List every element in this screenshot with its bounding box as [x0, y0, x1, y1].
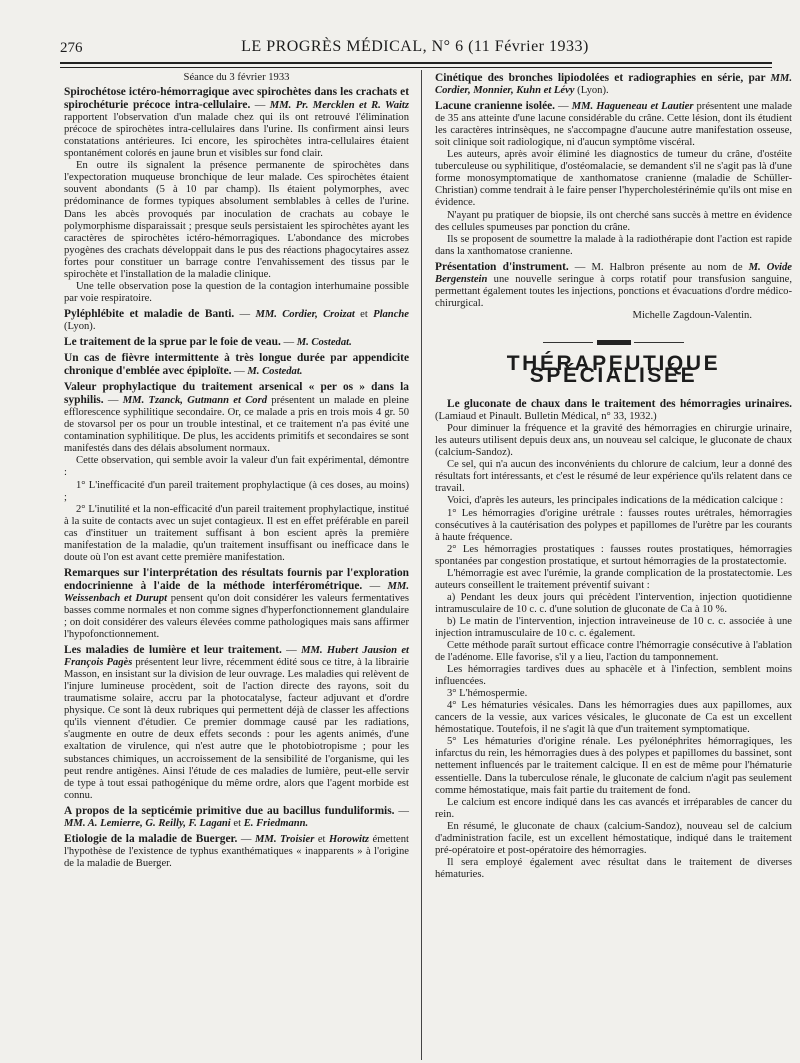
- signature: Michelle Zagdoun-Valentin.: [632, 309, 752, 321]
- paragraph: Ils se proposent de soumettre la malade à la radiothérapie dont l'action est rapide dans la xanthomatose cranienne.: [435, 233, 792, 257]
- article-authors: M. Costedat.: [296, 336, 352, 348]
- paragraph: 3° L'hémospermie.: [447, 688, 528, 700]
- section-title: THÉRAPEUTIQUE SPÉCIALISÉE: [506, 351, 721, 388]
- article-authors: MM. Tzanck, Gutmann et Cord: [122, 395, 268, 407]
- article-authors-2: Planche: [373, 308, 409, 320]
- paragraph: une nouvelle seringue à corps rotatif pour transfusion sanguine, permettant également toutes les injections, ponctions et évacuations d'ordre médico-chirurgical.: [435, 273, 792, 309]
- paragraph: 1° Les hémorragies d'origine urétrale : fausses routes urétrales, hémorragies consécutives à la cautérisation des polypes et papillomes de l'urètre par les courants à haute fréquence.: [435, 507, 792, 543]
- article-pylephlebite: Pyléphlébite et maladie de Banti. — MM. Cordier, Croizat et Planche (Lyon).: [64, 307, 409, 332]
- article-authors: MM. Weissenbach et Durupt: [64, 580, 410, 604]
- article-septicemie: A propos de la septicémie primitive due au bacillus funduliformis. — MM. A. Lemierre, G. Reilly, F. Lagani et E. Friedmann.: [64, 804, 409, 829]
- article-authors: MM. Cordier, Monnier, Kuhn et Lévy: [435, 73, 792, 97]
- paragraph: pensent qu'on doit considérer les valeurs fermentatives basses comme normales et non comme signes d'hyperfonctionnement glandulaire ; on doit considérer des valeurs élevées comme pathologiques mais sans affirmer l'hypofonctionnement.: [64, 592, 409, 641]
- article-authors: MM. Hagueneau et Lautier: [571, 101, 694, 113]
- running-header: [60, 38, 770, 60]
- paragraph: Une telle observation pose la question de la contagion interhumaine possible par voie respiratoire.: [64, 280, 409, 304]
- article-title: Un cas de fièvre intermittente à très longue durée par appendicite chronique d'emblée avec épiploïte.: [64, 352, 409, 378]
- article-title: Remarques sur l'interprétation des résultats fournis par l'exploration endocrinienne à l'aide de la méthode interférométrique.: [64, 566, 409, 592]
- left-column: [64, 72, 409, 870]
- article-endocrinienne: Remarques sur l'interprétation des résultats fournis par l'exploration endocrinienne à l'aide de la méthode interférométrique. — MM. Weissenbach et Durupt pensent qu'on doit considérer les valeurs fermentatives basses comme normales et non comme signes d'hyperfonctionnement glandulaire ; on doit considérer des valeurs élevées comme pathologiques mais sans affirmer l'hypofonctionnement.: [64, 566, 410, 641]
- paragraph: N'ayant pu pratiquer de biopsie, ils ont cherché sans succès à mettre en évidence des cellules spumeuses par ponction du crâne.: [435, 209, 792, 233]
- running-title: LE PROGRÈS MÉDICAL, N° 6 (11 Février 1933): [241, 38, 589, 55]
- section-ornament: [539, 336, 689, 348]
- paragraph: présentent une malade de 35 ans atteinte d'une lacune considérable du crâne. Cette lésion, dont ils étudient les caractères intrinsèques, ne s'accompagne d'aucune autre manifestation osseuse, soit clinique soit radiologique, ni d'aucun symptôme viscéral.: [435, 101, 792, 149]
- article-title: Le traitement de la sprue par le foie de veau.: [64, 335, 281, 348]
- article-title: Les maladies de lumière et leur traitement.: [64, 644, 282, 657]
- article-gluconate: [435, 398, 792, 423]
- paragraph: 2° Les hémorragies prostatiques : fausses routes prostatiques, hémorragies spontanées par congestion prostatique, et surtout hémorragies de la prostatectomie.: [435, 543, 792, 567]
- article-lumiere: Les maladies de lumière et leur traitement. — MM. Hubert Jausion et François Pagès présentent leur livre, récemment édité sous ce titre, à la librairie Masson, en insistant sur la division de leur ouvrage. Les maladies qui relèvent de l'injure lumineuse procèdent, soit de l'action directe des rayons, soit du traumatisme solaire, accru par la photocatalyse, facteur adjuvant et d'ordre physique. Ce sont là deux rubriques qui permettent déjà de classer les affections qu'ils viennent d'étudier. Ce premier dommage causé par les radiations, s'augmente en outre de deux effets seconds : pour les agents animés, d'une exaltation de virulence, qui n'est autre que le photobiotropisme ; pour les substances chimiques, un accroissement de la sensibilité de l'organisme, qui les peut rendre antigènes. Ainsi l'étude de ces maladies de lumière, peut-elle servir de type à tout essai pathogénique du même ordre, alors que l'agent morbide est connu.: [64, 644, 409, 801]
- article-lacune: Lacune cranienne isolée. — MM. Hagueneau et Lautier présentent une malade de 35 ans atteinte d'une lacune considérable du crâne. Cette lésion, dont ils étudient les caractères intrinsèques, ne s'accompagne d'aucune autre manifestation osseuse, soit clinique soit radiologique, ni d'aucun symptôme viscéral.: [435, 100, 792, 149]
- paragraph: Il sera employé également avec résultat dans le traitement de diverses hématuries.: [435, 856, 792, 880]
- session-date: Séance du 3 février 1933: [183, 72, 290, 83]
- paragraph: 1° L'inefficacité d'un pareil traitement prophylactique (à ces doses, au moins) ;: [64, 479, 409, 503]
- paragraph: Les hémorragies tardives dues au sphacèle et à l'infection, semblent moins influencées.: [435, 664, 792, 688]
- article-authors: MM. Pr. Mercklen et R. Waitz: [269, 100, 409, 112]
- paragraph: 4° Les hématuries vésicales. Dans les hémorragies dues aux papillomes, aux cancers de la vessie, aux varices vésicales, le gluconate de Ca est un excellent hémostatique. Toutefois, il ne s'agit là que d'un traitement symptomatique.: [435, 700, 792, 736]
- article-title: Pyléphlébite et maladie de Banti.: [64, 307, 235, 320]
- paragraph: Cette méthode paraît surtout efficace contre l'hémorragie consécutive à l'ablation de l'adénome. Elle favorise, s'il y a lieu, l'action du tamponnement.: [435, 640, 792, 664]
- article-arsenical: Valeur prophylactique du traitement arsenical « per os » dans la syphilis. — MM. Tzanck, Gutmann et Cord présentent un malade en pleine efflorescence syphilitique secondaire. Or, ce malade a pris en trois mois 4 gr. 50 de stovarsol per os pour un trouble intestinal, et ce traitement n'a pas évité une contamination syphilitique. De plus, les accidents primitifs et secondaires se sont manifestés dans des délais absolument normaux.: [64, 381, 410, 455]
- article-reference: (Lamiaud et Pinault. Bulletin Médical, n° 33, 1932.): [435, 411, 657, 423]
- article-title: Le gluconate de chaux dans le traitement des hémorragies urinaires.: [447, 398, 792, 411]
- paragraph: présentent leur livre, récemment édité sous ce titre, à la librairie Masson, en insistant sur la division de leur ouvrage. Les maladies qui relèvent de l'injure lumineuse procèdent, soit de l'action directe des rayons, soit du traumatisme solaire, accru par la photocatalyse, facteur adjuvant et d'ordre physique. Ce sont là deux rubriques qui permettent déjà de classer les affections qu'ils viennent d'étudier. Ce premier dommage causé par les radiations, s'augmente en outre de deux effets seconds : pour les agents animés, d'une exaltation de virulence, qui n'est autre que le photobiotropisme ; pour les substances chimiques, un accroissement de la sensibilité de l'organisme, qui les peut rendre antigènes. Ainsi l'étude de ces maladies de lumière, peut-elle servir de type à tout essai pathogénique du même ordre, alors que l'agent morbide est connu.: [64, 657, 409, 801]
- right-column: [435, 72, 792, 881]
- article-title: Présentation d'instrument.: [435, 260, 569, 273]
- header-rule: [60, 62, 772, 64]
- article-sprue: Le traitement de la sprue par le foie de veau. — M. Costedat.: [64, 335, 352, 348]
- article-authors: MM. Troisier: [255, 833, 315, 845]
- paragraph: rapportent l'observation d'un malade chez qui ils ont retrouvé l'élimination précoce de spirochètes intra-cellulaires dans l'urine. Ils confirment ainsi leurs constatations antérieures. Ici encore, les spirochètes intra-cellulaires étaient spontanément colorés en jaune brun et visibles sur fond clair.: [64, 112, 409, 160]
- paragraph: émettent l'hypothèse de l'existence de typhus exanthématiques « inapparents » à l'origine de la maladie de Buerger.: [64, 833, 410, 869]
- article-title: Spirochétose ictéro-hémorragique avec spirochètes dans les crachats et spirochéturie précoce intra-cellulaire.: [64, 86, 409, 112]
- paragraph: 2° L'inutilité et la non-efficacité d'un pareil traitement prophylactique, institué à la suite de contacts avec un sujet contagieux. Il est en effet préférable en pareil cas d'instituer un traitement suffisant à bon escient après la première manifestation de la maladie, qu'un traitement insuffisant ou inefficace dans le doute où l'on est avant cette première manifestation.: [64, 503, 409, 563]
- article-title: Etiologie de la maladie de Buerger.: [64, 832, 238, 845]
- paragraph: Ce sel, qui n'a aucun des inconvénients du chlorure de calcium, leur a donné des résultats fort intéressants, et c'est le résumé de leur expérience qu'ils relatent dans ce travail.: [435, 459, 792, 495]
- article-title: Valeur prophylactique du traitement arsenical « per os » dans la syphilis.: [64, 381, 409, 407]
- article-spirochetose: Spirochétose ictéro-hémorragique avec spirochètes dans les crachats et spirochéturie précoce intra-cellulaire. — MM. Pr. Mercklen et R. Waitz rapportent l'observation d'un malade chez qui ils ont retrouvé l'élimination précoce de spirochètes intra-cellulaires dans l'urine. Ils confirment ainsi leurs constatations antérieures. Ici encore, les spirochètes intra-cellulaires étaient spontanément colorés en jaune brun et visibles sur fond clair.: [64, 86, 409, 160]
- article-title: A propos de la septicémie primitive due au bacillus funduliformis.: [64, 804, 395, 817]
- article-authors: MM. Cordier, Croizat: [255, 308, 355, 320]
- paragraph: En outre ils signalent la présence permanente de spirochètes dans l'expectoration muqueuse bronchique de leur malade. Ces spirochètes étaient souvent abondants (5 à 10 par champ). Ils étaient polymorphes, avec prédominance de formes typiques absolument semblables à celles de l'urine. Dans les abcès provoqués par inoculation de crachats au cobaye le polymorphisme disparaissait ; presque seuls persistaient les spirochètes ayant les caractères de spirochètes ictéro-hémorragiques. L'abondance des microbes pyogènes des crachats développait dans le pus des réactions phagocytaires assez fortes pour constituer un barrage contre l'envahissement des tissus par le spirochète et l'installation de la maladie clinique.: [64, 160, 409, 280]
- article-cinetique: Cinétique des bronches lipiodolées et radiographies en série, par MM. Cordier, Monnier, Kuhn et Lévy (Lyon).: [435, 72, 792, 97]
- article-authors: MM. Hubert Jausion et François Pagès: [64, 645, 409, 669]
- article-title: Lacune cranienne isolée.: [435, 100, 556, 113]
- page-number: 276: [60, 40, 83, 56]
- paragraph: L'hémorragie est avec l'urémie, la grande complication de la prostatectomie. Les auteurs conseillent le traitement préventif suivant :: [435, 567, 792, 591]
- article-authors-2: E. Friedmann.: [243, 817, 309, 829]
- article-instrument: Présentation d'instrument. — M. Halbron présente au nom de M. Ovide Bergenstein une nouvelle seringue à corps rotatif pour transfusion sanguine, permettant également toutes les injections, ponctions et évacuations d'ordre médico-chirurgical.: [435, 260, 792, 309]
- article-buerger: Etiologie de la maladie de Buerger. — MM. Troisier et Horowitz émettent l'hypothèse de l'existence de typhus exanthématiques « inapparents » à l'origine de la maladie de Buerger.: [64, 832, 410, 869]
- header-rule-thin: [60, 67, 772, 68]
- article-authors: MM. A. Lemierre, G. Reilly, F. Lagani: [64, 817, 231, 829]
- paragraph: Le calcium est encore indiqué dans les cas avancés et irréparables de cancer du rein.: [435, 796, 792, 820]
- paragraph: Pour diminuer la fréquence et la gravité des hémorragies en chirurgie urinaire, les auteurs utilisent depuis deux ans, un nouveau sel calcique, le gluconate de chaux (calcium-Sandoz).: [435, 423, 792, 459]
- paragraph: présentent un malade en pleine efflorescence syphilitique secondaire. Or, ce malade a pris en trois mois 4 gr. 50 de stovarsol per os pour un trouble intestinal, et ce traitement n'a pas évité une contamination syphilitique. De plus, les accidents primitifs et secondaires se sont manifestés dans des délais absolument normaux.: [64, 395, 410, 455]
- article-fievre: Un cas de fièvre intermittente à très longue durée par appendicite chronique d'emblée avec épiploïte. — M. Costedat.: [64, 352, 409, 378]
- article-authors: M. Ovide Bergenstein: [435, 261, 792, 285]
- article-authors-2: Horowitz: [328, 833, 370, 845]
- paragraph: 5° Les hématuries d'origine rénale. Les pyélonéphrites hémorragiques, les infarctus du rein, les hémorragies dues à des polypes et papillomes du bassinet, sont nettement influencés par le traitement calcique. Il en est de même pour l'hématurie essentielle. Dans la tuberculose rénale, le gluconate de calcium n'agit pas seulement comme hémostatique, mais fait partie du traitement de fond.: [435, 736, 792, 796]
- paragraph: a) Pendant les deux jours qui précèdent l'intervention, injection quotidienne intramusculaire de 10 c. c. d'une solution de gluconate de Ca à 10 %.: [435, 591, 792, 615]
- paragraph: Les auteurs, après avoir éliminé les diagnostics de tumeur du crâne, d'ostéite tuberculeuse ou syphilitique, d'ostéomalacie, se demandent s'il ne s'agit pas là d'une forme monosymptomatique de xanthomatose cranienne (maladie de Schüller-Christian) comme tendrait à le faire penser l'hypercholestérinémie qu'ils ont mise en évidence.: [435, 149, 792, 209]
- paragraph: En résumé, le gluconate de chaux (calcium-Sandoz), nouveau sel de calcium d'administration facile, est un excellent hémostatique, indiqué dans le traitement pré-opératoire et post-opératoire des hémorragies.: [435, 820, 792, 856]
- paragraph: b) Le matin de l'intervention, injection intraveineuse de 10 c. c. associée à une injection intramusculaire de 10 c. c. également.: [435, 615, 792, 639]
- paragraph: Voici, d'après les auteurs, les principales indications de la médication calcique :: [447, 495, 784, 507]
- paragraph: Cette observation, qui semble avoir la valeur d'un fait expérimental, démontre :: [64, 455, 409, 479]
- article-title: Cinétique des bronches lipiodolées et radiographies en série, par: [435, 72, 766, 84]
- column-divider: [421, 70, 422, 1060]
- article-authors: M. Costedat.: [247, 366, 303, 378]
